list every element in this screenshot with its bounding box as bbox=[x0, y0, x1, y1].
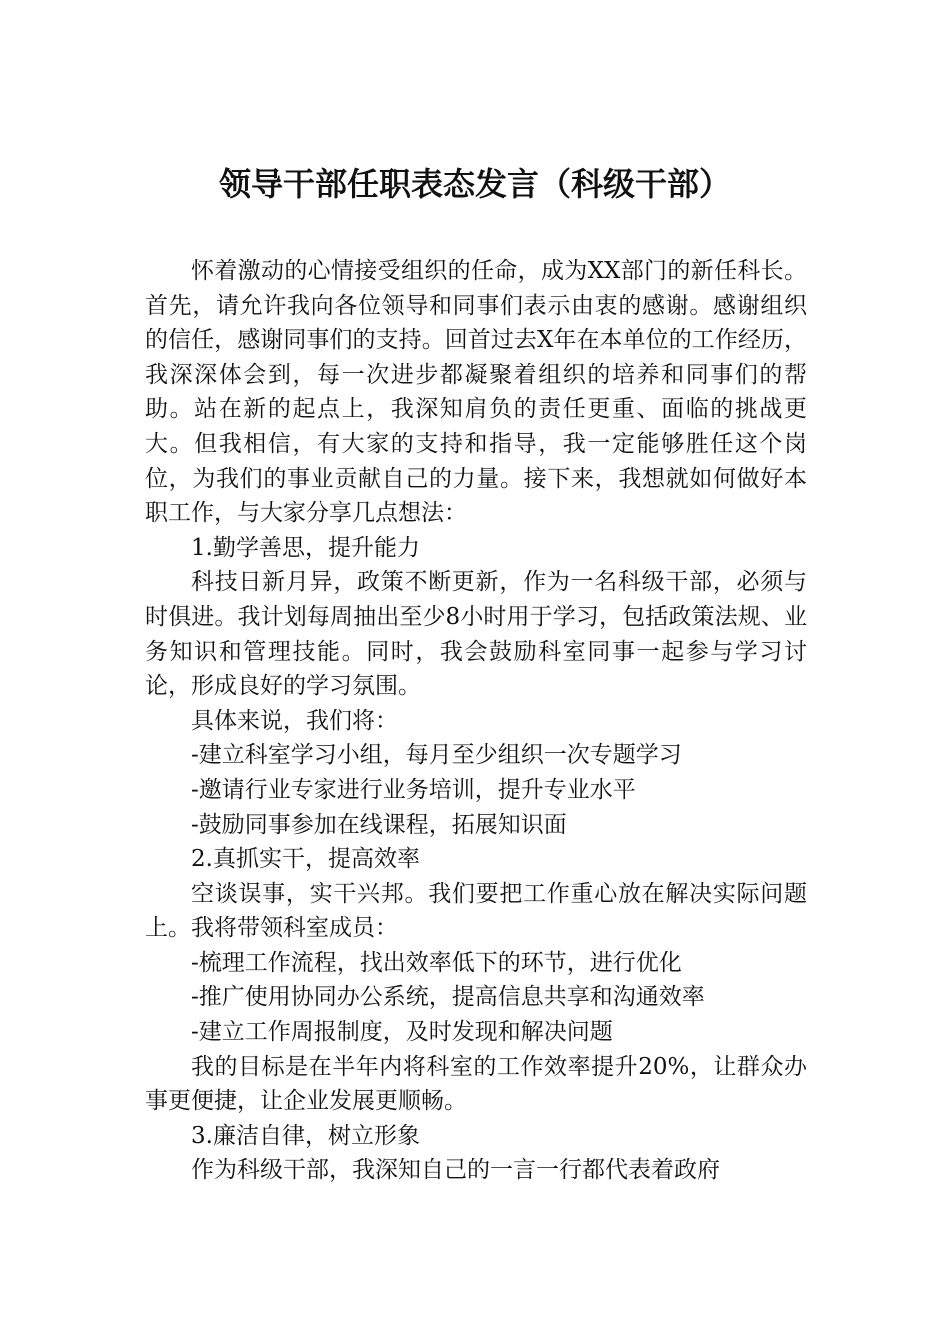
list-item: -建立科室学习小组，每月至少组织一次专题学习 bbox=[191, 742, 682, 769]
paragraph: 我的目标是在半年内将科室的工作效率提升20%，让群众办事更便捷，让企业发展更顺畅。 bbox=[145, 1053, 807, 1115]
paragraph: 具体来说，我们将： bbox=[191, 707, 398, 734]
list-item: -邀请行业专家进行业务培训，提升专业水平 bbox=[191, 776, 636, 803]
document-body bbox=[145, 254, 807, 1188]
paragraph: 作为科级干部，我深知自己的一言一行都代表着政府 bbox=[191, 1157, 720, 1184]
section-heading-3: 3.廉洁自律，树立形象 bbox=[191, 1122, 420, 1149]
list-item: -建立工作周报制度，及时发现和解决问题 bbox=[191, 1019, 613, 1046]
document-title: 领导干部任职表态发言（科级干部） bbox=[218, 165, 731, 203]
list-item: -鼓励同事参加在线课程，拓展知识面 bbox=[191, 811, 567, 838]
list-item: -推广使用协同办公系统，提高信息共享和沟通效率 bbox=[191, 984, 705, 1011]
section-heading-2: 2.真抓实干，提高效率 bbox=[191, 846, 420, 873]
paragraph-intro: 怀着激动的心情接受组织的任命，成为XX部门的新任科长。首先，请允许我向各位领导和同事们表示由衷的感谢。感谢组织的信任，感谢同事们的支持。回首过去X年在本单位的工作经历，我深深体会到，每一次进步都凝聚着组织的培养和同事们的帮助。站在新的起点上，我深知肩负的责任更重、面临的挑战更大。但我相信，有大家的支持和指导，我一定能够胜任这个岗位，为我们的事业贡献自己的力量。接下来，我想就如何做好本职工作，与大家分享几点想法： bbox=[145, 258, 807, 527]
paragraph: 科技日新月异，政策不断更新，作为一名科级干部，必须与时俱进。我计划每周抽出至少8小时用于学习，包括政策法规、业务知识和管理技能。同时，我会鼓励科室同事一起参与学习讨论，形成良好的学习氛围。 bbox=[145, 569, 807, 700]
paragraph: 空谈误事，实干兴邦。我们要把工作重心放在解决实际问题上。我将带领科室成员： bbox=[145, 880, 807, 942]
list-item: -梳理工作流程，找出效率低下的环节，进行优化 bbox=[191, 949, 682, 976]
section-heading-1: 1.勤学善思，提升能力 bbox=[191, 534, 420, 561]
